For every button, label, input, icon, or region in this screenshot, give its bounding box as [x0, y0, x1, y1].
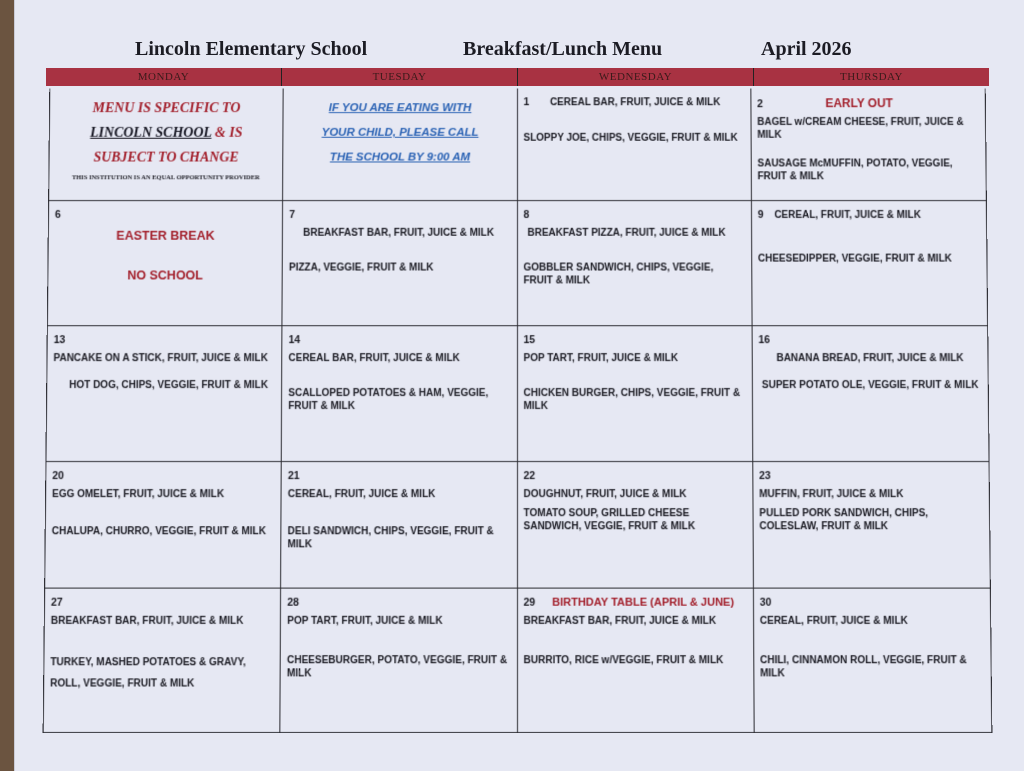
day-number: 21: [287, 470, 300, 483]
call-notice-cell: [283, 88, 517, 201]
day-cell-15: [518, 326, 754, 462]
breakfast-item: PANCAKE ON A STICK, FRUIT, JUICE & MILK: [53, 353, 268, 365]
lunch-item: CHEESEDIPPER, VEGGIE, FRUIT & MILK: [757, 253, 952, 265]
lunch-item: SAUSAGE McMUFFIN, POTATO, VEGGIE, FRUIT & MILK: [757, 158, 953, 183]
easter-break-note: EASTER BREAK: [116, 228, 215, 243]
day-cell-8: [518, 201, 753, 326]
breakfast-item: MUFFIN, FRUIT, JUICE & MILK: [759, 489, 904, 501]
day-cell-27: [44, 589, 282, 733]
call-line-3: THE SCHOOL BY 9:00 AM: [329, 151, 471, 164]
day-cell-22: [518, 462, 754, 589]
breakfast-item: CEREAL BAR, FRUIT, JUICE & MILK: [549, 97, 721, 109]
lunch-item-line-2: ROLL, VEGGIE, FRUIT & MILK: [50, 678, 195, 690]
day-cell-29: [518, 589, 755, 733]
breakfast-item: BREAKFAST BAR, FRUIT, JUICE & MILK: [303, 227, 495, 239]
day-cell-14: [282, 326, 518, 462]
lunch-item: PULLED PORK SANDWICH, CHIPS, COLESLAW, FRUIT & MILK: [759, 508, 929, 533]
day-number: 1: [523, 96, 530, 109]
lunch-item: TOMATO SOUP, GRILLED CHEESE SANDWICH, VEGGIE, FRUIT & MILK: [523, 508, 696, 533]
menu-title: Breakfast/Lunch Menu: [463, 38, 663, 60]
day-number: 7: [289, 208, 296, 221]
breakfast-item: CEREAL, FRUIT, JUICE & MILK: [287, 489, 436, 501]
call-line-2: YOUR CHILD, PLEASE CALL: [321, 126, 479, 139]
call-line-1: IF YOU ARE EATING WITH: [328, 102, 472, 115]
no-school-note: NO SCHOOL: [127, 268, 203, 283]
day-cell-1: [518, 88, 752, 201]
day-number: 28: [287, 596, 300, 609]
birthday-table-note: BIRTHDAY TABLE (APRIL & JUNE): [552, 596, 735, 609]
day-cell-30: [754, 589, 992, 733]
breakfast-item: POP TART, FRUIT, JUICE & MILK: [287, 615, 443, 627]
lunch-item: CHILI, CINNAMON ROLL, VEGGIE, FRUIT & MILK: [760, 655, 967, 680]
day-cell-23: [753, 462, 990, 589]
day-number: 23: [759, 470, 771, 483]
day-number: 22: [523, 470, 536, 483]
day-cell-16: [752, 326, 988, 462]
day-number: 13: [53, 334, 66, 347]
menu-calendar-grid: [43, 88, 993, 733]
breakfast-item: CEREAL, FRUIT, JUICE & MILK: [759, 615, 908, 627]
weekday-wednesday: WEDNESDAY: [518, 68, 754, 86]
notice-school-name: LINCOLN SCHOOL: [90, 125, 212, 141]
notice-cell: [49, 88, 284, 201]
day-number: 15: [523, 334, 536, 347]
breakfast-item: BREAKFAST PIZZA, FRUIT, JUICE & MILK: [527, 227, 726, 239]
day-number: 30: [759, 596, 772, 609]
lunch-item: CHICKEN BURGER, CHIPS, VEGGIE, FRUIT & MILK: [523, 388, 741, 412]
notice-line-3: SUBJECT TO CHANGE: [93, 150, 239, 166]
day-cell-7: [283, 201, 518, 326]
menu-header: [15, 38, 1024, 68]
day-number: 2: [757, 98, 763, 111]
day-number: 8: [523, 208, 530, 221]
notice-line-2: [56, 121, 277, 146]
lunch-item-line-1: TURKEY, MASHED POTATOES & GRAVY,: [50, 657, 246, 669]
breakfast-item: BREAKFAST BAR, FRUIT, JUICE & MILK: [50, 615, 244, 627]
day-number: 29: [523, 596, 536, 609]
lunch-item: GOBBLER SANDWICH, CHIPS, VEGGIE, FRUIT & MILK: [523, 262, 714, 287]
day-number: 9: [757, 208, 764, 221]
weekday-header-bar: [46, 68, 989, 86]
breakfast-item: EGG OMELET, FRUIT, JUICE & MILK: [52, 489, 225, 501]
school-name: Lincoln Elementary School: [135, 38, 368, 60]
day-cell-21: [281, 462, 517, 589]
day-cell-9: [752, 201, 987, 326]
lunch-item: SCALLOPED POTATOES & HAM, VEGGIE, FRUIT & MILK: [288, 388, 489, 412]
notice-line-2-suffix: & IS: [211, 125, 243, 141]
day-number: 27: [50, 596, 63, 609]
lunch-item: PIZZA, VEGGIE, FRUIT & MILK: [288, 262, 434, 274]
weekday-monday: MONDAY: [46, 68, 282, 86]
day-cell-2: [751, 88, 986, 201]
breakfast-item: CEREAL BAR, FRUIT, JUICE & MILK: [288, 353, 460, 365]
lunch-item: SLOPPY JOE, CHIPS, VEGGIE, FRUIT & MILK: [523, 132, 738, 144]
day-number: 20: [52, 470, 65, 483]
day-number: 6: [54, 208, 61, 221]
lunch-item: SUPER POTATO OLE, VEGGIE, FRUIT & MILK: [761, 380, 979, 392]
weekday-tuesday: TUESDAY: [282, 68, 518, 86]
notice-line-1: MENU IS SPECIFIC TO: [92, 101, 241, 117]
lunch-item: HOT DOG, CHIPS, VEGGIE, FRUIT & MILK: [69, 380, 269, 392]
day-cell-13: [46, 326, 282, 462]
menu-month: April 2026: [761, 38, 852, 60]
day-cell-6: [48, 201, 283, 326]
breakfast-item: BANANA BREAD, FRUIT, JUICE & MILK: [776, 353, 964, 365]
day-number: 16: [758, 334, 771, 347]
equal-opportunity-statement: THIS INSTITUTION IS AN EQUAL OPPORTUNITY PROVIDER: [71, 174, 260, 182]
breakfast-item: POP TART, FRUIT, JUICE & MILK: [523, 353, 678, 365]
weekday-thursday: THURSDAY: [840, 71, 903, 83]
early-out-note: EARLY OUT: [825, 96, 893, 111]
lunch-item: DELI SANDWICH, CHIPS, VEGGIE, FRUIT & MILK: [287, 526, 494, 551]
breakfast-item: BAGEL w/CREAM CHEESE, FRUIT, JUICE & MILK: [757, 117, 964, 141]
breakfast-item: BREAKFAST BAR, FRUIT, JUICE & MILK: [523, 615, 717, 627]
day-number: 14: [288, 334, 301, 347]
breakfast-item: CEREAL, FRUIT, JUICE & MILK: [774, 209, 921, 221]
day-cell-28: [281, 589, 518, 733]
day-cell-20: [45, 462, 282, 589]
lunch-item: BURRITO, RICE w/VEGGIE, FRUIT & MILK: [523, 655, 724, 667]
breakfast-item: DOUGHNUT, FRUIT, JUICE & MILK: [523, 489, 687, 501]
lunch-item: CHALUPA, CHURRO, VEGGIE, FRUIT & MILK: [51, 526, 267, 538]
lunch-item: CHEESEBURGER, POTATO, VEGGIE, FRUIT & MILK: [286, 655, 508, 680]
